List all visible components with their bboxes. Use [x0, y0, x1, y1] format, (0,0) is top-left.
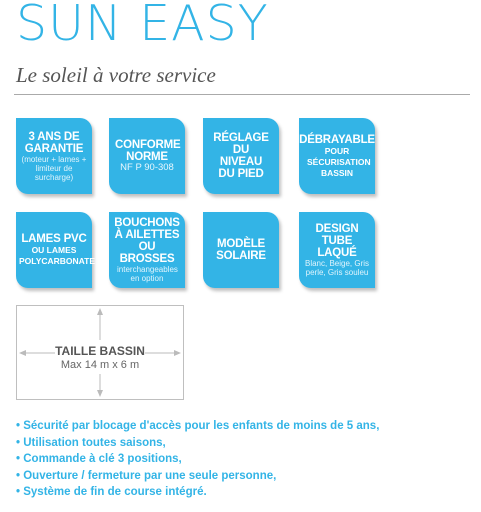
badge-disengage-title: DÉBRAYABLE	[299, 133, 375, 146]
badge-foot-adjust	[203, 118, 279, 194]
badge-disengage	[299, 118, 375, 194]
badge-design-title: DESIGN TUBE LAQUÉ	[315, 223, 359, 259]
list-item: • Ouverture / fermeture par une seule personne,	[16, 468, 379, 485]
list-item: • Utilisation toutes saisons,	[16, 435, 379, 452]
pool-size-title: TAILLE BASSIN	[55, 344, 145, 358]
badge-disengage-sub: POUR SÉCURISATION BASSIN	[307, 145, 371, 178]
badge-slats	[16, 212, 96, 288]
brand-title: SUN EASY	[16, 0, 269, 52]
badge-solar-title: MODÈLE SOLAIRE	[216, 238, 266, 262]
badge-slats-sub: OU LAMES POLYCARBONATE	[19, 245, 96, 266]
list-item: • Commande à clé 3 positions,	[16, 451, 379, 468]
list-item: • Système de fin de course intégré.	[16, 484, 379, 501]
badge-norm-sub: NF P 90-308	[120, 162, 174, 173]
divider	[14, 94, 470, 95]
tagline: Le soleil à votre service	[16, 63, 216, 87]
badge-warranty-title: 3 ANS DE GARANTIE	[24, 130, 84, 155]
feature-list	[16, 418, 379, 501]
badge-foot-adjust-title: RÉGLAGE DU NIVEAU DU PIED	[213, 132, 269, 180]
list-item: • Sécurité par blocage d'accès pour les enfants de moins de 5 ans,	[16, 418, 379, 435]
badge-caps	[109, 212, 185, 288]
pool-size-value: Max 14 m x 6 m	[60, 359, 140, 371]
pool-size-box	[16, 305, 184, 400]
badge-caps-sub: interchangeables en option	[117, 265, 178, 283]
badge-slats-title: LAMES PVC	[21, 233, 87, 245]
badge-solar	[203, 212, 279, 288]
badge-design-sub: Blanc, Beige, Gris perle, Gris souleu	[304, 259, 370, 277]
badge-warranty	[16, 118, 92, 194]
badge-design	[299, 212, 375, 288]
badge-norm-title: CONFORME NORME	[115, 139, 181, 163]
badge-warranty-sub: (moteur + lames + limiteur de surcharge)	[21, 154, 87, 182]
badge-caps-title: BOUCHONS À AILETTES OU BROSSES	[114, 217, 180, 265]
badge-norm	[109, 118, 185, 194]
